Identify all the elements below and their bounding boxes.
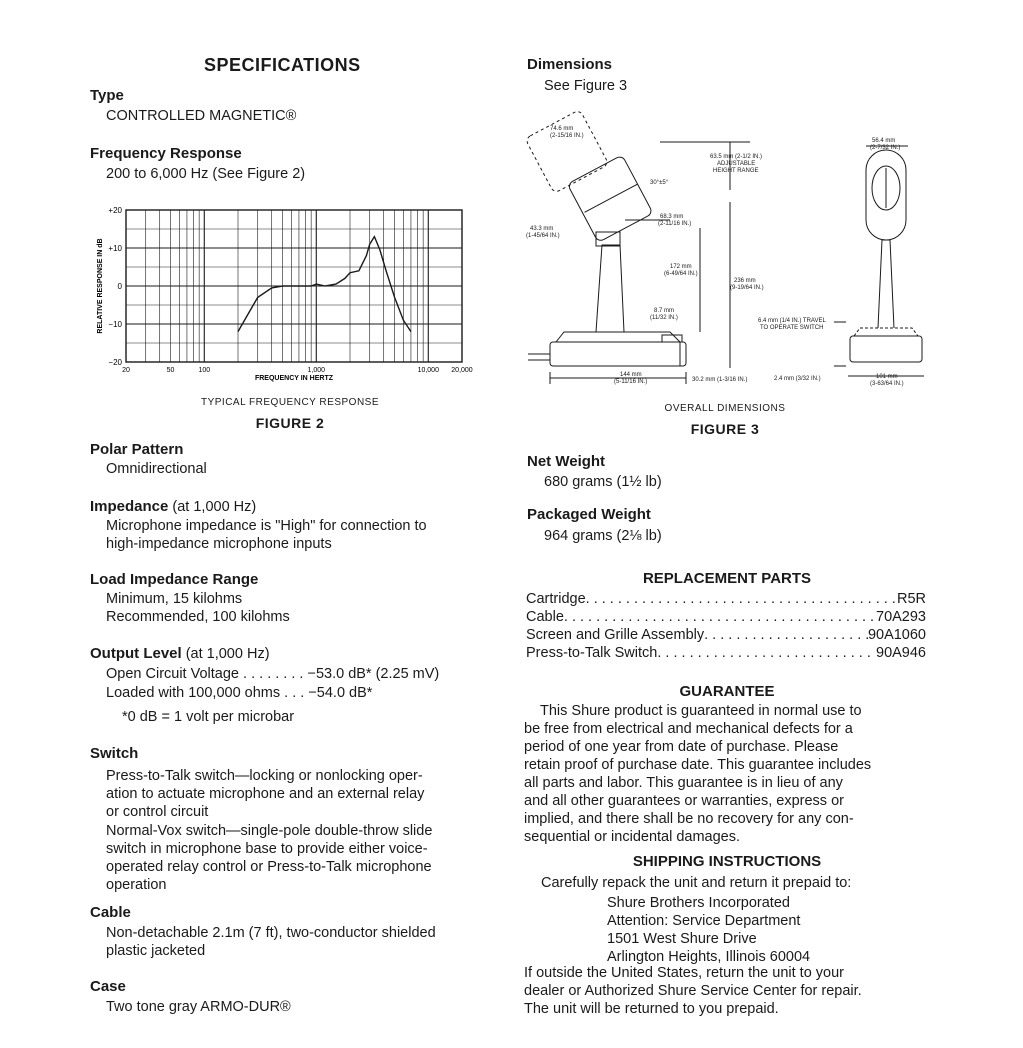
dimensions-drawing bbox=[520, 110, 940, 400]
front-stem bbox=[878, 240, 894, 328]
part-number: 90A1060 bbox=[867, 627, 926, 643]
y-tick-label: −10 bbox=[108, 320, 122, 329]
switch-p1-line2: ation to actuate microphone and an external relay bbox=[106, 786, 425, 802]
dim-label-43-3b: (1-45/64 IN.) bbox=[526, 233, 560, 239]
polar-heading: Polar Pattern bbox=[90, 441, 184, 458]
dim-label-30deg: 30°±5° bbox=[650, 180, 669, 186]
dim-label-43-3: 43.3 mm bbox=[530, 226, 554, 232]
part-name: Screen and Grille Assembly bbox=[526, 627, 705, 643]
dim-label-63-5c: HEIGHT RANGE bbox=[713, 168, 759, 174]
part-number: R5R bbox=[896, 591, 926, 607]
packaged-weight-heading: Packaged Weight bbox=[527, 506, 651, 523]
dim-label-172: 172 mm bbox=[670, 264, 692, 270]
dim-label-63-5: 63.5 mm (2-1/2 IN.) bbox=[710, 154, 763, 160]
parts-row bbox=[526, 590, 926, 608]
replacement-heading: REPLACEMENT PARTS bbox=[642, 570, 812, 587]
x-tick-label: 50 bbox=[166, 367, 175, 374]
dim-label-144: 144 mm bbox=[620, 372, 642, 378]
dim-label-74-6b: (2-15/16 IN.) bbox=[550, 133, 584, 139]
response-curve bbox=[238, 237, 411, 332]
y-tick-label: 0 bbox=[117, 282, 122, 291]
dim-label-30-2: 30.2 mm (1-3/16 IN.) bbox=[692, 377, 748, 383]
case-heading: Case bbox=[90, 978, 126, 995]
guarantee-line: retain proof of purchase date. This guarantee includes bbox=[524, 757, 872, 773]
outro-line: dealer or Authorized Shure Service Center for repair. bbox=[524, 983, 862, 999]
packaged-weight-value: 964 grams (2⅛ lb) bbox=[544, 528, 662, 544]
switch-p1-line1: Press-to-Talk switch—locking or nonlocking oper- bbox=[106, 768, 423, 784]
side-stem bbox=[596, 245, 624, 332]
part-name: Cable bbox=[526, 609, 564, 625]
impedance-heading-line bbox=[90, 498, 256, 515]
guarantee-line: all parts and labor. This guarantee is in lieu of any bbox=[524, 775, 843, 791]
front-base bbox=[850, 336, 922, 362]
dim-label-68-3: 68.3 mm bbox=[660, 214, 684, 220]
dim-label-74-6: 74.6 mm bbox=[550, 126, 574, 132]
switch-heading: Switch bbox=[90, 745, 139, 762]
cable-line1: Non-detachable 2.1m (7 ft), two-conductor shielded bbox=[106, 925, 436, 941]
dimensions-value: See Figure 3 bbox=[544, 78, 628, 94]
outro-line: If outside the United States, return the unit to your bbox=[524, 965, 844, 981]
guarantee-line: This Shure product is guaranteed in normal use to bbox=[540, 703, 862, 719]
x-tick-label: 20 bbox=[122, 367, 130, 374]
side-base-top bbox=[556, 332, 680, 342]
guarantee-text bbox=[524, 702, 929, 846]
impedance-line2: high-impedance microphone inputs bbox=[106, 536, 332, 552]
switch-p2-line4: operation bbox=[106, 877, 167, 893]
output-line2: Loaded with 100,000 ohms . . . −54.0 dB* bbox=[106, 685, 373, 701]
figure2-caption: TYPICAL FREQUENCY RESPONSE bbox=[200, 397, 380, 408]
address-line: Arlington Heights, Illinois 60004 bbox=[607, 949, 811, 965]
output-heading: Output Level bbox=[90, 645, 182, 662]
dim-label-144b: (5-11/16 IN.) bbox=[614, 379, 648, 385]
load-line2: Recommended, 100 kilohms bbox=[106, 609, 290, 625]
address-line: 1501 West Shure Drive bbox=[607, 931, 757, 947]
guarantee-heading: GUARANTEE bbox=[679, 683, 775, 700]
address-line: Shure Brothers Incorporated bbox=[607, 895, 790, 911]
figure3-caption: OVERALL DIMENSIONS bbox=[664, 403, 786, 414]
dim-label-6-4b: TO OPERATE SWITCH bbox=[760, 325, 824, 331]
guarantee-line: implied, and there shall be no recovery for any con- bbox=[524, 811, 854, 827]
parts-row bbox=[526, 626, 926, 644]
case-value: Two tone gray ARMO-DUR® bbox=[106, 999, 291, 1015]
part-number: 70A293 bbox=[876, 609, 926, 625]
side-base bbox=[550, 342, 686, 366]
dim-label-101b: (3-63/64 IN.) bbox=[870, 381, 904, 387]
net-weight-heading: Net Weight bbox=[527, 453, 606, 470]
impedance-heading: Impedance bbox=[90, 498, 169, 515]
type-heading: Type bbox=[90, 87, 124, 104]
shipping-heading: SHIPPING INSTRUCTIONS bbox=[632, 853, 822, 870]
switch-p2-line2: switch in microphone base to provide either voice- bbox=[106, 841, 428, 857]
y-axis-label: RELATIVE RESPONSE IN dB bbox=[97, 238, 104, 334]
dim-label-68-3b: (2-11/16 IN.) bbox=[658, 221, 692, 227]
output-heading-line bbox=[90, 645, 270, 662]
dim-label-56-4: 56.4 mm bbox=[872, 138, 896, 144]
impedance-heading-suffix: (at 1,000 Hz) bbox=[172, 499, 257, 515]
page-title: SPECIFICATIONS bbox=[204, 55, 361, 75]
dim-label-8-7b: (11/32 IN.) bbox=[650, 315, 678, 321]
part-name: Press-to-Talk Switch bbox=[526, 645, 658, 661]
switch-p2-line1: Normal-Vox switch—single-pole double-throw slide bbox=[106, 823, 433, 839]
dim-label-101: 101 mm bbox=[876, 374, 898, 380]
dim-label-2-4: 2.4 mm (3/32 IN.) bbox=[774, 376, 821, 382]
dim-label-6-4: 6.4 mm (1/4 IN.) TRAVEL bbox=[758, 318, 826, 324]
x-tick-label: 10,000 bbox=[417, 367, 439, 374]
guarantee-line: be free from electrical and mechanical defects for a bbox=[524, 721, 853, 737]
side-cable bbox=[528, 354, 550, 360]
x-tick-label: 100 bbox=[198, 367, 211, 374]
figure2-label: FIGURE 2 bbox=[255, 415, 325, 431]
switch-p2-line3: operated relay control or Press-to-Talk microphone bbox=[106, 859, 432, 875]
dim-label-56-4b: (2-7/32 IN.) bbox=[870, 145, 901, 151]
dim-label-172b: (6-49/64 IN.) bbox=[664, 271, 698, 277]
output-heading-suffix: (at 1,000 Hz) bbox=[185, 646, 270, 662]
type-value: CONTROLLED MAGNETIC® bbox=[106, 108, 297, 124]
figure3-label: FIGURE 3 bbox=[690, 421, 760, 437]
x-tick-label: 20,000 bbox=[451, 367, 473, 374]
shipping-outro bbox=[524, 964, 862, 1018]
outro-line: The unit will be returned to you prepaid. bbox=[524, 1001, 779, 1017]
dimensions-heading: Dimensions bbox=[527, 56, 613, 73]
y-tick-label: −20 bbox=[108, 358, 122, 367]
x-tick-label: 1,000 bbox=[307, 367, 326, 374]
impedance-line1: Microphone impedance is "High" for connection to bbox=[106, 518, 427, 534]
dim-label-8-7: 8.7 mm bbox=[654, 308, 675, 314]
guarantee-line: period of one year from date of purchase. Please bbox=[524, 739, 839, 755]
x-axis-label: FREQUENCY IN HERTZ bbox=[254, 375, 334, 382]
cable-line2: plastic jacketed bbox=[106, 943, 206, 959]
part-number: 90A946 bbox=[876, 645, 926, 661]
freq-heading: Frequency Response bbox=[90, 145, 242, 162]
load-heading: Load Impedance Range bbox=[90, 571, 259, 588]
dim-label-236b: (9-19/64 IN.) bbox=[730, 285, 764, 291]
parts-row bbox=[526, 608, 926, 626]
shipping-intro: Carefully repack the unit and return it prepaid to: bbox=[541, 875, 852, 891]
dim-label-236: 236 mm bbox=[734, 278, 756, 284]
y-tick-label: +20 bbox=[108, 206, 122, 215]
load-line1: Minimum, 15 kilohms bbox=[106, 591, 243, 607]
output-note: *0 dB = 1 volt per microbar bbox=[122, 709, 295, 725]
frequency-response-chart bbox=[88, 200, 498, 388]
part-name: Cartridge bbox=[526, 591, 586, 607]
freq-value: 200 to 6,000 Hz (See Figure 2) bbox=[106, 166, 306, 182]
parts-list bbox=[526, 590, 926, 662]
dim-label-63-5b: ADJUSTABLE bbox=[717, 161, 756, 167]
switch-p1-line3: or control circuit bbox=[106, 804, 209, 820]
output-line1: Open Circuit Voltage . . . . . . . . −53.0 dB* (2.25 mV) bbox=[106, 666, 440, 682]
polar-value: Omnidirectional bbox=[106, 461, 207, 477]
guarantee-line: sequential or incidental damages. bbox=[524, 829, 741, 845]
shipping-address bbox=[607, 894, 810, 966]
address-line: Attention: Service Department bbox=[607, 913, 801, 929]
side-stem-collar bbox=[596, 232, 620, 246]
y-tick-label: +10 bbox=[108, 244, 122, 253]
net-weight-value: 680 grams (1½ lb) bbox=[544, 474, 662, 490]
cable-heading: Cable bbox=[90, 904, 131, 921]
parts-row bbox=[526, 644, 926, 662]
guarantee-line: and all other guarantees or warranties, express or bbox=[524, 793, 844, 809]
